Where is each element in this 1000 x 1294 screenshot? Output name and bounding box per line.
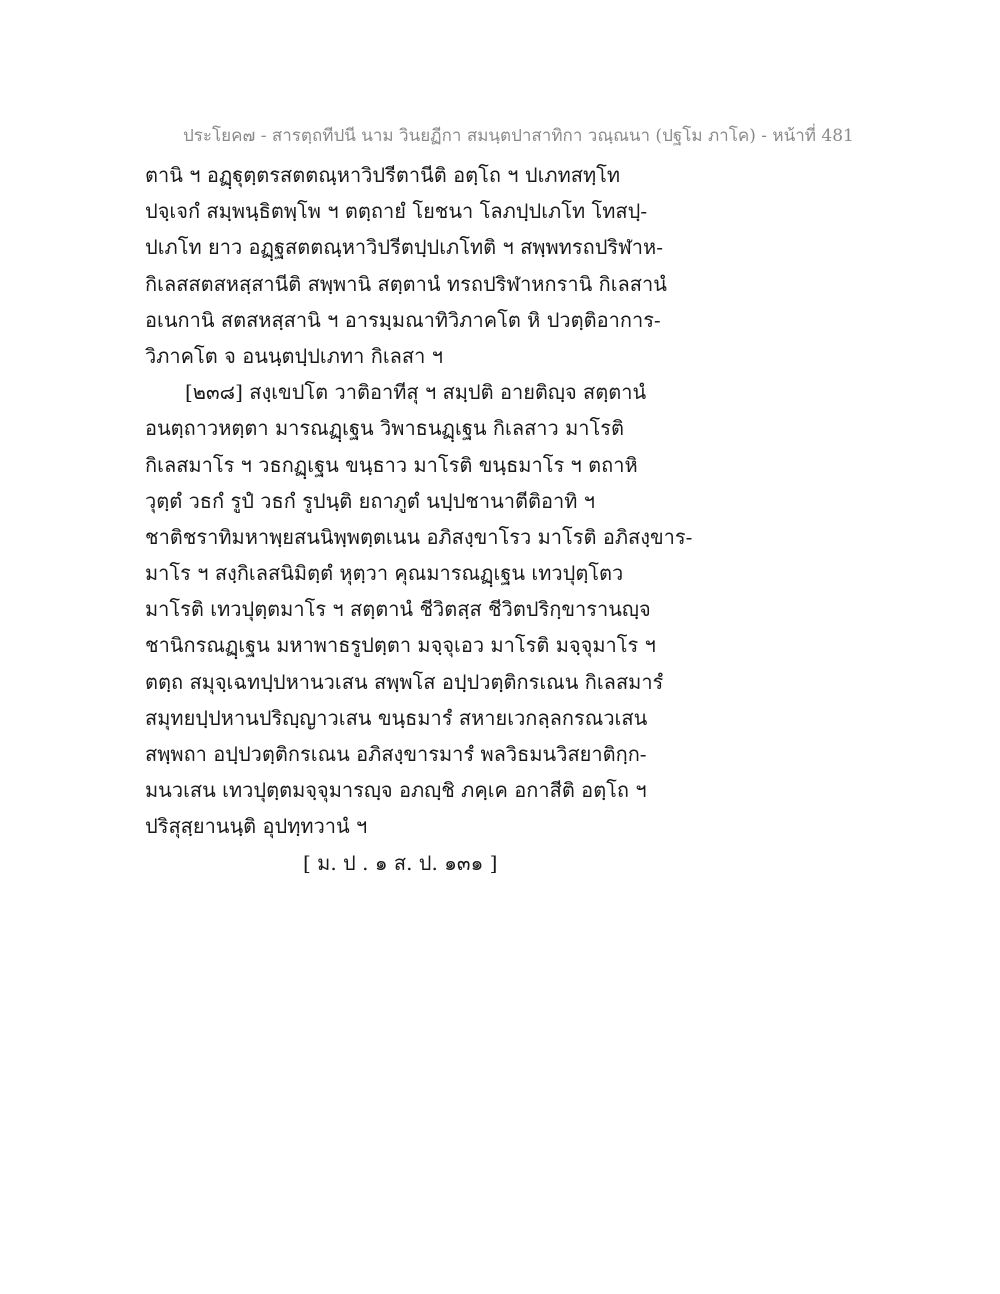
text-line: กิเลสสตสหสฺสานีติ สพฺพานิ สตฺตานํ ทรถปริฬาหกรานิ กิเลสานํ [145, 271, 667, 296]
page-body [145, 157, 865, 881]
text-line: วิภาคโต จ อนนฺตปฺปเภทา กิเลสา ฯ [145, 343, 443, 368]
paragraph-1 [145, 157, 865, 374]
text-line: สพฺพถา อปฺปวตฺติกรเณน อภิสงฺขารมารํ พลวิธมนวิสยาติกฺก- [145, 742, 647, 766]
text-line: ชานิกรณฏฺเฐน มหาพาธรูปตฺตา มจฺจุเอว มาโรติ มจฺจุมาโร ฯ [145, 633, 656, 658]
text-line: อนตฺถาวหตฺตา มารณฏฺเฐน วิพาธนฏฺเฐน กิเลสาว มาโรติ [145, 416, 624, 441]
text-line: ปเภโท ยาว อฏฺฐสตตณฺหาวิปรีตปฺปเภโทติ ฯ สพฺพทรถปริฬาห- [145, 235, 663, 260]
text-line: ปริสุสฺยานนฺติ อุปทฺทวานํ ฯ [145, 814, 368, 839]
text-line: อเนกานิ สตสหสฺสานิ ฯ อารมฺมณาทิวิภาคโต หิ ปวตฺติอาการ- [145, 307, 661, 332]
text-line: มนวเสน เทวปุตฺตมจฺจุมารญฺจ อภญฺชิ ภคฺเค อกาสีติ อตฺโถ ฯ [145, 778, 647, 803]
text-line: ตตฺถ สมุจฺเฉทปฺปหานวเสน สพฺพโส อปฺปวตฺติกรเณน กิเลสมารํ [145, 669, 664, 694]
text-line: วุตฺตํ วธกํ รูปํ วธกํ รูปนฺติ ยถาภูตํ นปฺปชานาตีติอาทิ ฯ [145, 488, 595, 513]
text-line: ปจฺเจกํ สมฺพนฺธิตพฺโพ ฯ ตตฺถายํ โยชนา โลภปฺปเภโท โทสปฺ- [145, 199, 648, 224]
text-line: [๒๓๘] สงฺเขปโต วาติอาทีสุ ฯ สมฺปติ อายติญฺจ สตฺตานํ [185, 380, 647, 405]
text-line: ชาติชราทิมหาพฺยสนนิพฺพตฺตเนน อภิสงฺขาโรว มาโรติ อภิสงฺขาร- [145, 524, 693, 549]
page-header: ประโยค๗ - สารตฺถทีปนี นาม วินยฏีกา สมนฺตปาสาทิกา วณฺณนา (ปฐโม ภาโค) - หน้าที่ 481 [183, 126, 854, 146]
text-line: สมุทยปฺปหานปริญฺญาวเสน ขนฺธมารํ สหายเวกลฺลกรณวเสน [145, 705, 648, 730]
text-line: กิเลสมาโร ฯ วธกฏฺเฐน ขนฺธาว มาโรติ ขนฺธมาโร ฯ ตถาหิ [145, 452, 638, 477]
reference-citation: [ ม. ป . ๑ ส. ป. ๑๓๑ ] [303, 850, 498, 875]
text-line: ตานิ ฯ อฏฺฐุตฺตรสตตณฺหาวิปรีตานีติ อตฺโถ ฯ ปเภทสทฺโท [145, 163, 621, 187]
text-line: มาโรติ เทวปุตฺตมาโร ฯ สตฺตานํ ชีวิตสฺส ชีวิตปริกฺขารานญฺจ [145, 597, 651, 622]
paragraph-2 [145, 374, 865, 844]
text-line: มาโร ฯ สงฺกิเลสนิมิตฺตํ หุตฺวา คุณมารณฏฺเฐน เทวปุตฺโตว [145, 561, 624, 586]
